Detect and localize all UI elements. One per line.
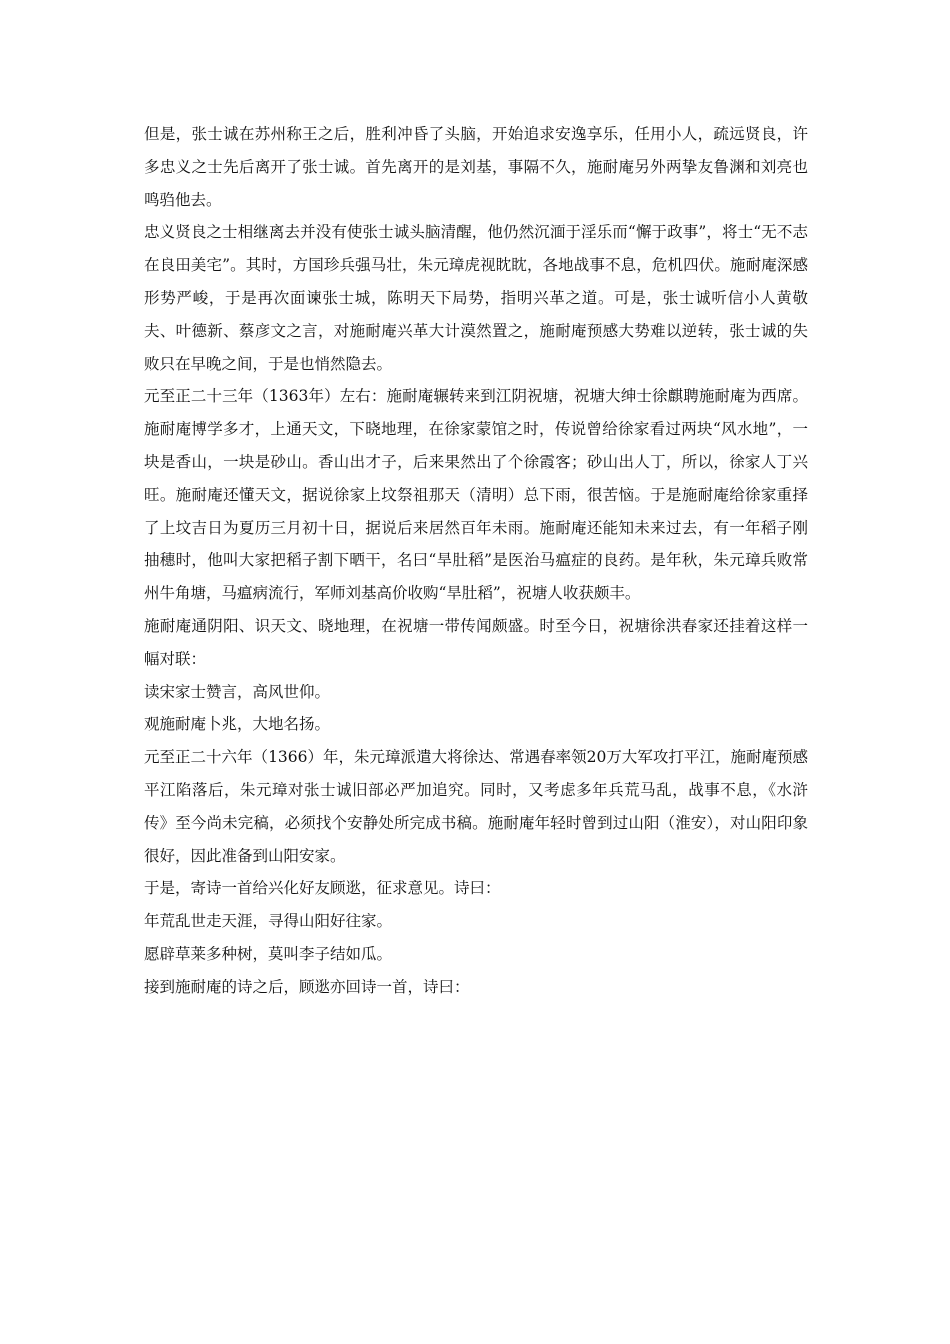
paragraph-remonstrance: 忠义贤良之士相继离去并没有使张士诚头脑清醒，他仍然沉湎于淫乐而“懈于政事”，将士“无不志在良田美宅”。其时，方国珍兵强马壮，朱元璋虎视眈眈，各地战事不息，危机四伏。施耐庵深感形势严峻，于是再次面谏张士城，陈明天下局势，指明兴革之道。可是，张士诚听信小人黄敬夫、叶德新、蔡彦文之言，对施耐庵兴革大计漠然置之，施耐庵预感大势难以逆转，张士诚的失败只在早晚之间，于是也悄然隐去。 <box>144 223 808 373</box>
poem-line-1: 年荒乱世走天涯，寻得山阳好往家。 <box>144 912 393 931</box>
couplet-line-1: 读宋家士赞言，高风世仰。 <box>144 682 331 701</box>
document-body <box>144 118 808 1004</box>
couplet-line-2: 观施耐庵卜兆，大地名扬。 <box>144 715 331 734</box>
poem-line-2: 愿辟草莱多种树，莫叫李子结如瓜。 <box>144 944 393 963</box>
paragraph-zhutang-tutor: 元至正二十三年（1363年）左右：施耐庵辗转来到江阴祝塘，祝塘大绅士徐麒聘施耐庵为西席。施耐庵博学多才，上通天文，下晓地理，在徐家蒙馆之时，传说曾给徐家看过两块“风水地”，一块是香山，一块是砂山。香山出才子，后来果然出了个徐霞客；砂山出人丁，所以，徐家人丁兴旺。施耐庵还懂天文，据说徐家上坟祭祖那天（清明）总下雨，很苦恼。于是施耐庵给徐家重择了上坟吉日为夏历三月初十日，据说后来居然百年未雨。施耐庵还能知未来过去，有一年稻子刚抽穗时，他叫大家把稻子割下晒干，名曰“旱肚稻”是医治马瘟症的良药。是年秋，朱元璋兵败常州牛角塘，马瘟病流行，军师刘基高价收购“旱肚稻”，祝塘人收获颇丰。 <box>144 387 808 603</box>
paragraph-poem-intro: 于是，寄诗一首给兴化好友顾逖，征求意见。诗曰： <box>144 879 501 898</box>
paragraph-zhang-shicheng-decline: 但是，张士诚在苏州称王之后，胜利冲昏了头脑，开始追求安逸享乐，任用小人，疏远贤良，许多忠义之士先后离开了张士诚。首先离开的是刘基，事隔不久，施耐庵另外两挚友鲁渊和刘亮也鸣驺他去。 <box>144 125 808 209</box>
paragraph-reply-intro: 接到施耐庵的诗之后，顾逖亦回诗一首，诗曰： <box>144 977 470 996</box>
paragraph-move-to-shanyang: 元至正二十六年（1366）年，朱元璋派遣大将徐达、常遇春率领20万大军攻打平江，施耐庵预感平江陷落后，朱元璋对张士诚旧部必严加追究。同时，又考虑多年兵荒马乱，战事不息，《水浒传》至今尚未完稿，必须找个安静处所完成书稿。施耐庵年轻时曾到过山阳（淮安），对山阳印象很好，因此准备到山阳安家。 <box>144 748 808 865</box>
paragraph-couplet-intro: 施耐庵通阴阳、识天文、晓地理，在祝塘一带传闻颇盛。时至今日，祝塘徐洪春家还挂着这样一幅对联： <box>144 616 808 668</box>
